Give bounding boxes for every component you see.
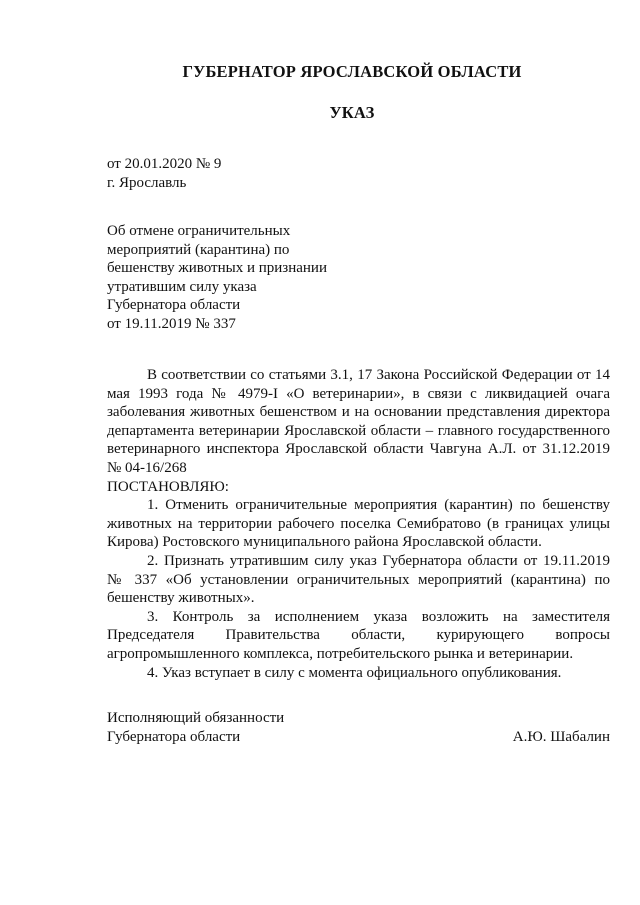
subject-line: от 19.11.2019 № 337 bbox=[107, 315, 236, 332]
signer-position-line1: Исполняющий обязанности bbox=[107, 710, 285, 726]
body-preamble: В соответствии со статьями 3.1, 17 Закона Российской Федерации от 14 мая 1993 года № 4979-I «О ветеринарии», в связи с ликвидацией очага заболевания животных бешенством и на основании представления директора департамента ветеринарии Ярославской области – главного государственного ветеринарного инспектора Ярославской области Чавгуна А.Л. от 31.12.2019 № 04-16/268 bbox=[107, 367, 610, 476]
document-meta bbox=[107, 155, 221, 192]
subject-line: утратившим силу указа bbox=[107, 278, 257, 295]
decree-item-3: 3. Контроль за исполнением указа возложить на заместителя Председателя Правительства области, курирующего вопросы агропромышленного комплекса, потребительского рынка и ветеринарии. bbox=[107, 608, 610, 662]
decree-item-2: 2. Признать утратившим силу указ Губернатора области от 19.11.2019 № 337 «Об установлении ограничительных мероприятий (карантина) по бешенству животных». bbox=[107, 552, 610, 607]
subject-line: мероприятий (карантина) по bbox=[107, 241, 290, 258]
document-type-title: УКАЗ bbox=[329, 103, 375, 122]
signature-block bbox=[107, 709, 610, 746]
signature-row bbox=[107, 728, 610, 747]
subject-line: бешенству животных и признании bbox=[107, 260, 327, 276]
decree-item-1: 1. Отменить ограничительные мероприятия (карантин) по бешенству животных на территории рабочего поселка Семибратово (в границах улицы Кирова) Ростовского муниципального района Ярославской области. bbox=[107, 497, 610, 551]
decree-item-4: 4. Указ вступает в силу с момента официального опубликования. bbox=[147, 664, 562, 681]
signer-name: А.Ю. Шабалин bbox=[512, 728, 610, 745]
document-authority: ГУБЕРНАТОР ЯРОСЛАВСКОЙ ОБЛАСТИ bbox=[182, 62, 522, 81]
subject-line: Губернатора области bbox=[107, 297, 241, 313]
subject-line: Об отмене ограничительных bbox=[107, 223, 291, 239]
document-body bbox=[107, 366, 610, 682]
signer-position-line2: Губернатора области bbox=[107, 728, 241, 745]
decree-word: ПОСТАНОВЛЯЮ: bbox=[107, 478, 229, 495]
document-subject bbox=[107, 222, 327, 333]
document-city: г. Ярославль bbox=[107, 174, 187, 191]
document-date-number: от 20.01.2020 № 9 bbox=[107, 156, 222, 172]
